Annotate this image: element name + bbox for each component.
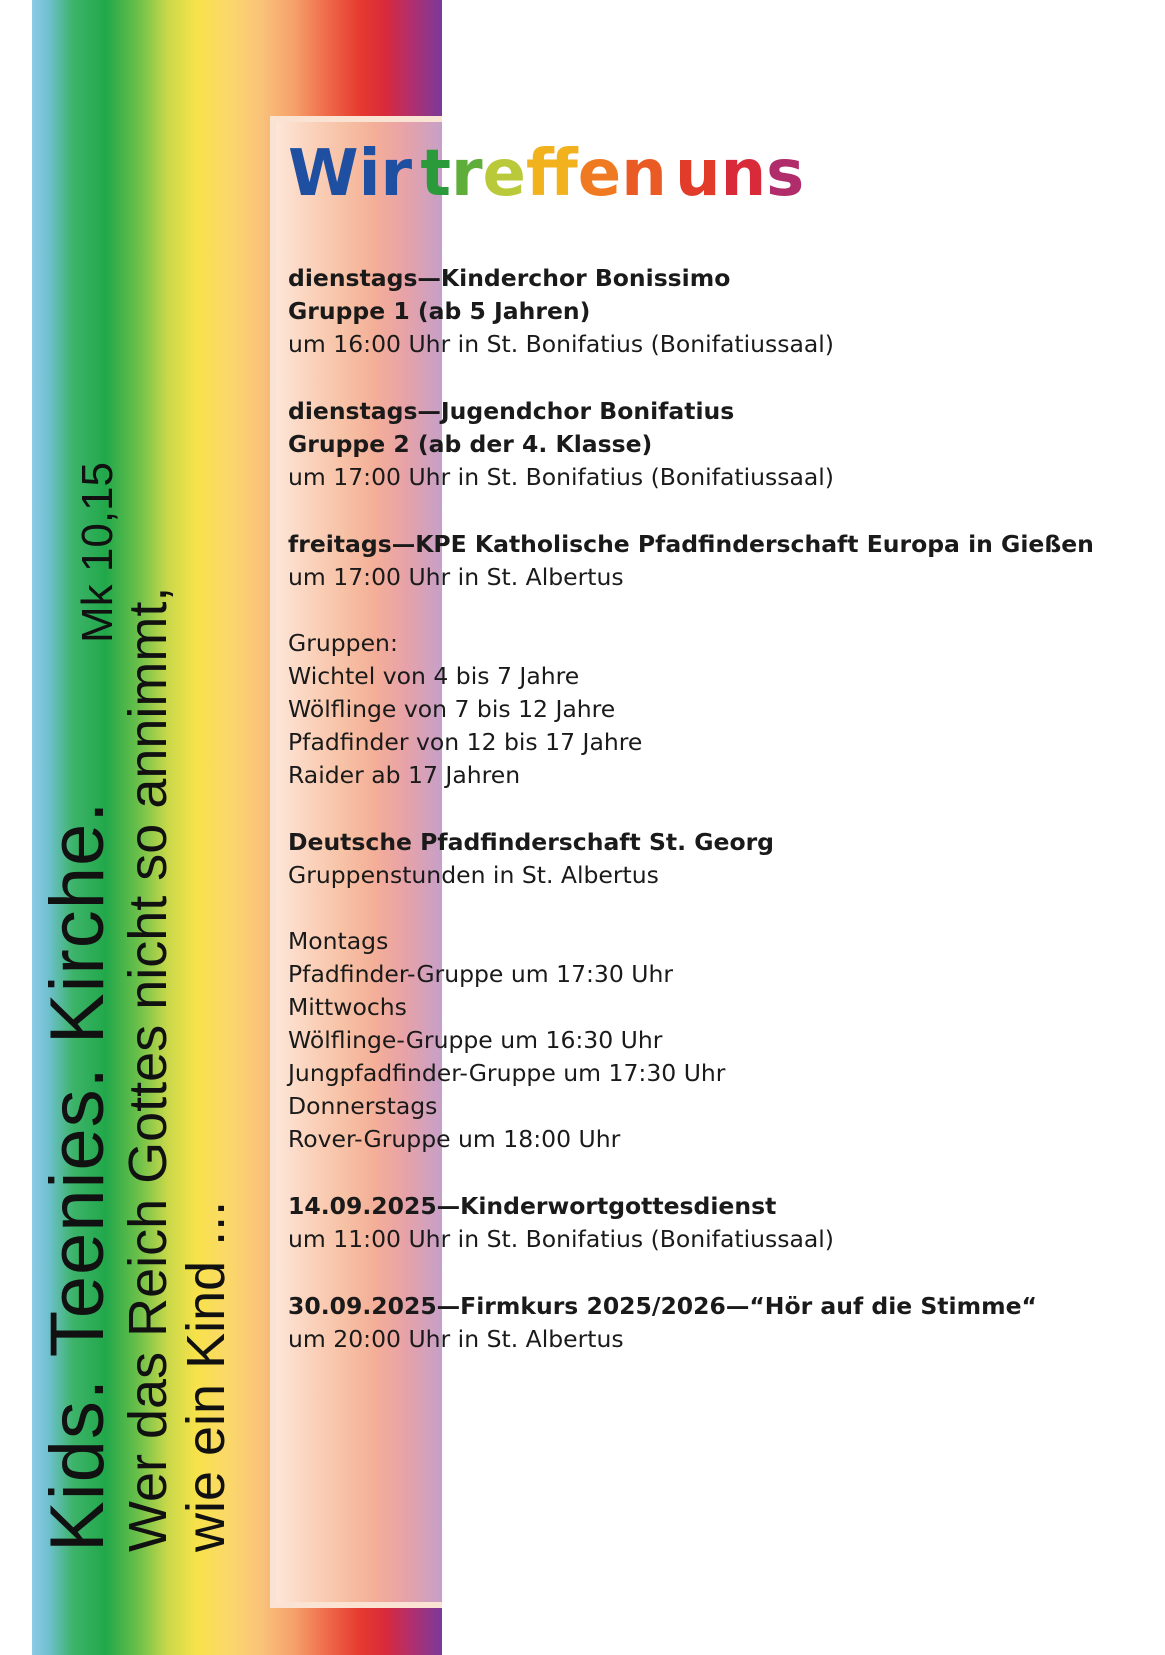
entry-title: dienstags—Jugendchor Bonifatius bbox=[288, 397, 735, 425]
entry-title: Deutsche Pfadfinderschaft St. Georg bbox=[288, 828, 774, 856]
side-quote-text: wie ein Kind ... bbox=[176, 1200, 236, 1552]
page-title bbox=[288, 132, 1138, 216]
schedule-item: Pfadfinder-Gruppe um 17:30 Uhr bbox=[288, 960, 674, 988]
title-letter: f bbox=[525, 137, 578, 211]
entry-title: dienstags—Kinderchor Bonissimo bbox=[288, 264, 731, 292]
schedule-item: Montags bbox=[288, 927, 389, 955]
title-letter: t bbox=[420, 137, 451, 211]
entry-detail: um 16:00 Uhr in St. Bonifatius (Bonifatiussaal) bbox=[288, 330, 834, 358]
entry-jugendchor bbox=[288, 395, 1138, 494]
entry-subtitle: Gruppe 2 (ab der 4. Klasse) bbox=[288, 430, 653, 458]
entry-subtitle: Gruppe 1 (ab 5 Jahren) bbox=[288, 297, 591, 325]
bible-reference: Mk 10,15 bbox=[73, 462, 122, 643]
entry-title: freitags—KPE Katholische Pfadfinderschaft Europa in Gießen bbox=[288, 530, 1094, 558]
entry-kinderchor bbox=[288, 262, 1138, 361]
title-letter: n bbox=[621, 137, 667, 211]
entry-kinderwortgottesdienst bbox=[288, 1190, 1138, 1256]
schedule-item: Mittwochs bbox=[288, 993, 407, 1021]
title-letter: e bbox=[577, 137, 622, 211]
entry-detail: um 20:00 Uhr in St. Albertus bbox=[288, 1325, 624, 1353]
groups-label: Gruppen: bbox=[288, 629, 398, 657]
entry-title: 30.09.2025—Firmkurs 2025/2026—“Hör auf die Stimme“ bbox=[288, 1292, 1037, 1320]
entry-detail: Gruppenstunden in St. Albertus bbox=[288, 861, 659, 889]
group-item: Pfadfinder von 12 bis 17 Jahre bbox=[288, 728, 643, 756]
title-letter: r bbox=[450, 137, 483, 211]
entry-firmkurs bbox=[288, 1290, 1138, 1356]
schedule-item: Rover-Gruppe um 18:00 Uhr bbox=[288, 1125, 621, 1153]
group-item: Wichtel von 4 bis 7 Jahre bbox=[288, 662, 580, 690]
entry-detail: um 17:00 Uhr in St. Bonifatius (Bonifatiussaal) bbox=[288, 463, 834, 491]
title-letter: u bbox=[675, 137, 721, 211]
entry-kpe bbox=[288, 528, 1138, 792]
title-letter: s bbox=[766, 137, 805, 211]
schedule-item: Donnerstags bbox=[288, 1092, 438, 1120]
schedule-item: Jungpfadfinder-Gruppe um 17:30 Uhr bbox=[288, 1059, 726, 1087]
title-letter: e bbox=[482, 137, 526, 211]
side-quote-line1: Wer das Reich Gottes nicht so annimmt, bbox=[118, 586, 178, 1552]
title-letter: n bbox=[720, 137, 767, 211]
entry-title: 14.09.2025—Kinderwortgottesdienst bbox=[288, 1192, 777, 1220]
title-letter: Wir bbox=[288, 137, 413, 211]
side-text bbox=[35, 462, 236, 1552]
entry-detail: um 17:00 Uhr in St. Albertus bbox=[288, 563, 624, 591]
side-title: Kids. Teenies. Kirche. bbox=[35, 800, 120, 1552]
group-item: Raider ab 17 Jahren bbox=[288, 761, 521, 789]
main-content bbox=[288, 132, 1138, 1390]
entry-dpsg bbox=[288, 826, 1138, 1156]
schedule-item: Wölflinge-Gruppe um 16:30 Uhr bbox=[288, 1026, 663, 1054]
entry-detail: um 11:00 Uhr in St. Bonifatius (Bonifatiussaal) bbox=[288, 1225, 834, 1253]
group-item: Wölflinge von 7 bis 12 Jahre bbox=[288, 695, 616, 723]
